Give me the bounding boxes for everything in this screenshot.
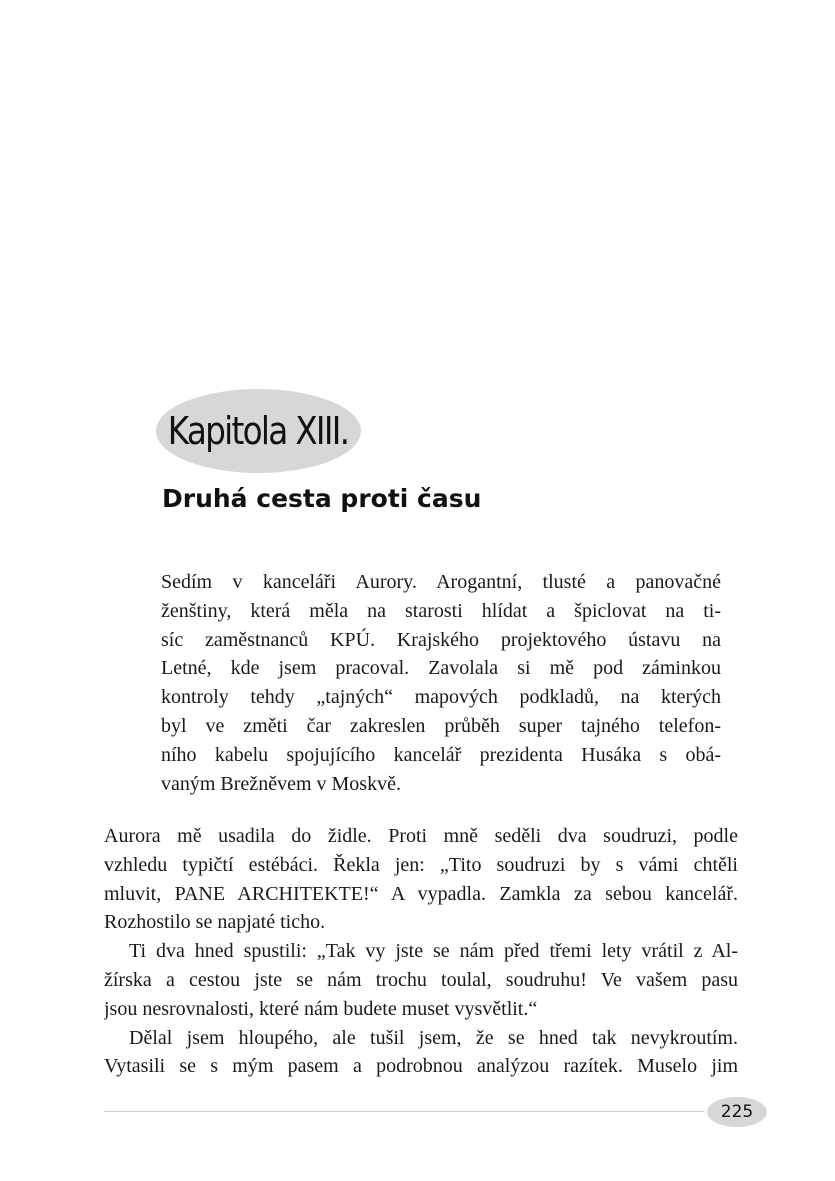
intro-paragraph xyxy=(161,568,721,798)
footer-divider xyxy=(104,1111,704,1112)
chapter-title: Druhá cesta proti času xyxy=(162,484,482,513)
text-line: Sedím v kanceláři Aurory. Arogantní, tlusté a panovačné xyxy=(161,571,721,593)
text-line: byl ve změti čar zakreslen průběh super tajného telefon- xyxy=(161,714,721,737)
text-line: mluvit, PANE ARCHITEKTE!“ A vypadla. Zamkla za sebou kancelář. xyxy=(104,882,738,905)
page-number-badge xyxy=(707,1097,767,1127)
body-text xyxy=(104,822,738,1081)
text-line: kontroly tehdy „tajných“ mapových podkladů, na kterých xyxy=(161,686,721,709)
text-line: Rozhostilo se napjaté ticho. xyxy=(104,911,326,934)
text-line: vaným Brežněvem v Moskvě. xyxy=(161,772,401,795)
text-line: žírska a cestou jste se nám trochu toulal, soudruhu! Ve vašem pasu xyxy=(104,968,738,991)
text-line: Vytasili se s mým pasem a podrobnou analýzou razítek. Muselo jim xyxy=(104,1055,738,1078)
text-line: ženštiny, která měla na starosti hlídat a špiclovat na ti- xyxy=(161,599,721,622)
chapter-label: Kapitola XIII. xyxy=(168,409,349,453)
text-line: Ti dva hned spustili: „Tak vy jste se nám před třemi lety vrátil z Al- xyxy=(129,940,738,963)
page-number: 225 xyxy=(720,1102,754,1122)
text-line: ního kabelu spojujícího kancelář prezidenta Husáka s obá- xyxy=(161,743,721,766)
text-line: jsou nesrovnalosti, které nám budete muset vysvětlit.“ xyxy=(104,997,538,1020)
text-line: Aurora mě usadila do židle. Proti mně seděli dva soudruzi, podle xyxy=(104,825,738,847)
text-line: Letné, kde jsem pracoval. Zavolala si mě pod záminkou xyxy=(161,657,721,680)
text-line: Dělal jsem hloupého, ale tušil jsem, že se hned tak nevykroutím. xyxy=(129,1026,738,1049)
text-line: vzhledu typičtí estébáci. Řekla jen: „Tito soudruzi by s vámi chtěli xyxy=(104,853,738,876)
chapter-badge xyxy=(156,389,361,473)
text-line: síc zaměstnanců KPÚ. Krajského projektového ústavu na xyxy=(161,628,721,651)
